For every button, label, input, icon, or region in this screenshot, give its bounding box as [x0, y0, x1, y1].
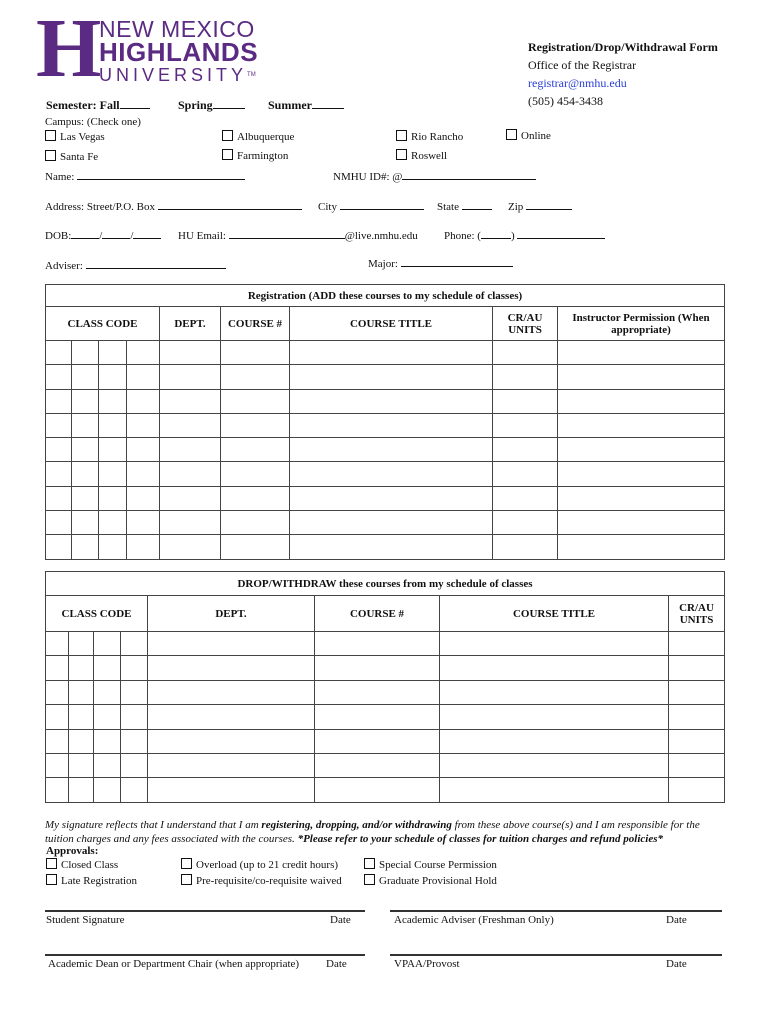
table-cell[interactable] [46, 778, 69, 802]
table-cell[interactable] [558, 462, 725, 486]
checkbox-icon[interactable] [222, 149, 233, 160]
id-input[interactable] [402, 169, 536, 180]
name-input[interactable] [77, 169, 245, 180]
table-cell[interactable] [72, 365, 99, 389]
table-cell[interactable] [493, 486, 558, 510]
logo-line-1: NEW MEXICO [99, 16, 255, 42]
table-cell[interactable] [290, 389, 493, 413]
table-cell[interactable] [69, 778, 94, 802]
vpaa-date-label: Date [666, 958, 687, 970]
table-cell[interactable] [121, 680, 148, 704]
table-cell[interactable] [127, 389, 160, 413]
phone-area[interactable] [481, 228, 511, 239]
table-cell[interactable] [221, 511, 290, 535]
table-cell[interactable] [558, 341, 725, 365]
student-signature-line[interactable] [45, 910, 365, 912]
table-cell[interactable] [669, 729, 725, 753]
state-input[interactable] [462, 199, 492, 210]
table-cell[interactable] [160, 438, 221, 462]
table-cell[interactable] [99, 535, 127, 559]
table-cell[interactable] [221, 438, 290, 462]
table-cell[interactable] [493, 462, 558, 486]
drop-table-title: DROP/WITHDRAW these courses from my schedule of classes [46, 572, 725, 596]
logo-letter: H [36, 2, 100, 95]
adviser-date-label: Date [666, 914, 687, 926]
add-table-title: Registration (ADD these courses to my schedule of classes) [46, 285, 725, 307]
table-cell[interactable] [94, 705, 121, 729]
table-cell[interactable] [160, 341, 221, 365]
table-cell[interactable] [99, 341, 127, 365]
major-input[interactable] [401, 256, 513, 267]
table-cell[interactable] [127, 511, 160, 535]
table-cell[interactable] [127, 486, 160, 510]
campus-rio-rancho[interactable]: Rio Rancho [396, 130, 463, 143]
approvals-label: Approvals: [46, 845, 99, 857]
table-cell[interactable] [221, 365, 290, 389]
header-course-title: COURSE TITLE [290, 307, 493, 341]
table-cell[interactable] [221, 341, 290, 365]
table-cell[interactable] [148, 729, 315, 753]
table-cell[interactable] [99, 486, 127, 510]
zip-field: Zip [508, 199, 572, 213]
header-class-code: CLASS CODE [46, 307, 160, 341]
table-cell[interactable] [558, 365, 725, 389]
table-cell[interactable] [440, 729, 669, 753]
table-cell[interactable] [221, 413, 290, 437]
table-cell[interactable] [558, 438, 725, 462]
table-cell[interactable] [46, 413, 72, 437]
table-cell[interactable] [160, 535, 221, 559]
semester-summer [268, 98, 344, 113]
table-cell[interactable] [121, 778, 148, 802]
table-cell[interactable] [94, 778, 121, 802]
header-course-number: COURSE # [221, 307, 290, 341]
state-field: State [437, 199, 492, 213]
table-cell[interactable] [46, 511, 72, 535]
table-cell[interactable] [94, 680, 121, 704]
table-cell[interactable] [99, 389, 127, 413]
checkbox-icon[interactable] [396, 149, 407, 160]
table-cell[interactable] [46, 680, 69, 704]
approval-special-permission[interactable]: Special Course Permission [364, 858, 497, 871]
table-cell[interactable] [493, 413, 558, 437]
table-cell[interactable] [46, 389, 72, 413]
summer-label: Summer [268, 98, 312, 112]
hu-email-input[interactable] [229, 228, 345, 239]
table-cell[interactable] [148, 632, 315, 656]
city-input[interactable] [340, 199, 424, 210]
table-cell[interactable] [46, 365, 72, 389]
header-instructor-permission: Instructor Permission (When appropriate) [558, 307, 725, 341]
header-course-number: COURSE # [315, 596, 440, 632]
city-field: City [318, 199, 424, 213]
table-cell[interactable] [160, 462, 221, 486]
table-cell[interactable] [315, 705, 440, 729]
approval-closed-class[interactable]: Closed Class [46, 858, 118, 871]
checkbox-icon[interactable] [45, 130, 56, 141]
checkbox-icon[interactable] [45, 150, 56, 161]
adviser-field: Adviser: [45, 258, 226, 272]
table-cell[interactable] [669, 656, 725, 680]
dean-signature-line[interactable] [45, 954, 365, 956]
table-row [46, 753, 725, 777]
spring-blank[interactable] [213, 98, 245, 109]
adviser-signature-label: Academic Adviser (Freshman Only) [394, 914, 554, 926]
table-cell[interactable] [99, 365, 127, 389]
table-cell[interactable] [290, 486, 493, 510]
zip-input[interactable] [526, 199, 572, 210]
header-dept: DEPT. [160, 307, 221, 341]
table-cell[interactable] [221, 486, 290, 510]
table-cell[interactable] [121, 656, 148, 680]
table-cell[interactable] [121, 632, 148, 656]
table-cell[interactable] [94, 632, 121, 656]
campus-online[interactable]: Online [506, 129, 551, 142]
table-cell[interactable] [121, 729, 148, 753]
table-cell[interactable] [69, 705, 94, 729]
adviser-signature-line[interactable] [390, 910, 722, 912]
table-cell[interactable] [94, 729, 121, 753]
table-cell[interactable] [290, 438, 493, 462]
table-cell[interactable] [72, 413, 99, 437]
table-cell[interactable] [221, 535, 290, 559]
checkbox-icon[interactable] [181, 858, 192, 869]
header-units: CR/AU UNITS [493, 307, 558, 341]
table-cell[interactable] [99, 511, 127, 535]
approval-overload[interactable]: Overload (up to 21 credit hours) [181, 858, 338, 871]
table-cell[interactable] [160, 413, 221, 437]
address-field: Address: Street/P.O. Box [45, 199, 302, 213]
table-cell[interactable] [440, 680, 669, 704]
table-cell[interactable] [315, 656, 440, 680]
table-cell[interactable] [46, 632, 69, 656]
table-cell[interactable] [94, 753, 121, 777]
approval-provisional-hold[interactable]: Graduate Provisional Hold [364, 874, 497, 887]
table-cell[interactable] [221, 462, 290, 486]
table-cell[interactable] [46, 656, 69, 680]
table-cell[interactable] [69, 656, 94, 680]
table-cell[interactable] [160, 486, 221, 510]
header-course-title: COURSE TITLE [440, 596, 669, 632]
table-cell[interactable] [148, 680, 315, 704]
table-row [46, 680, 725, 704]
table-row [46, 389, 725, 413]
major-field: Major: [368, 256, 513, 270]
add-courses-table [45, 284, 725, 560]
vpaa-signature-label: VPAA/Provost [394, 958, 460, 970]
table-cell[interactable] [493, 535, 558, 559]
student-date-label: Date [330, 914, 351, 926]
spring-label: Spring [178, 98, 213, 112]
name-field: Name: [45, 169, 245, 183]
table-cell[interactable] [46, 438, 72, 462]
semester-row [46, 98, 150, 113]
table-row [46, 778, 725, 802]
office-name: Office of the Registrar [528, 58, 637, 72]
logo-line-2: HIGHLANDS [99, 37, 259, 67]
dean-date-label: Date [326, 958, 347, 970]
table-cell[interactable] [290, 535, 493, 559]
table-cell[interactable] [148, 705, 315, 729]
campus-las-vegas[interactable]: Las Vegas [45, 130, 105, 143]
checkbox-icon[interactable] [46, 858, 57, 869]
table-cell[interactable] [290, 413, 493, 437]
table-cell[interactable] [72, 438, 99, 462]
table-row [46, 438, 725, 462]
table-cell[interactable] [290, 365, 493, 389]
table-cell[interactable] [127, 462, 160, 486]
table-cell[interactable] [558, 511, 725, 535]
approval-prereq-waived[interactable]: Pre-requisite/co-requisite waived [181, 874, 342, 887]
email-domain: @live.nmhu.edu [344, 230, 418, 242]
table-cell[interactable] [493, 511, 558, 535]
table-cell[interactable] [46, 753, 69, 777]
table-row [46, 413, 725, 437]
signature-statement: My signature reflects that I understand that I am registering, dropping, and/or withdrawing from these above course(s) and I am responsible for the tuition charges and any fees associated with the courses. *Please refer to your schedule of classes for tuition charges and refund policies* [45, 819, 700, 845]
table-cell[interactable] [127, 365, 160, 389]
student-signature-label: Student Signature [46, 914, 125, 926]
table-cell[interactable] [440, 778, 669, 802]
table-cell[interactable] [315, 778, 440, 802]
table-row [46, 729, 725, 753]
adviser-input[interactable] [86, 258, 226, 269]
table-cell[interactable] [72, 389, 99, 413]
table-cell[interactable] [72, 511, 99, 535]
semester-fall-label: Semester: Fall [46, 98, 120, 112]
table-row [46, 341, 725, 365]
checkbox-icon[interactable] [222, 130, 233, 141]
checkbox-icon[interactable] [506, 129, 517, 140]
table-cell[interactable] [148, 656, 315, 680]
table-row [46, 656, 725, 680]
table-cell[interactable] [46, 705, 69, 729]
campus-farmington[interactable]: Farmington [222, 149, 288, 162]
table-cell[interactable] [127, 438, 160, 462]
table-cell[interactable] [493, 438, 558, 462]
table-cell[interactable] [148, 778, 315, 802]
table-row [46, 705, 725, 729]
approval-late-registration[interactable]: Late Registration [46, 874, 137, 887]
table-row [46, 486, 725, 510]
phone-field: Phone: ( ) [444, 228, 605, 242]
summer-blank[interactable] [312, 98, 344, 109]
office-email[interactable]: registrar@nmhu.edu [528, 76, 627, 90]
table-row [46, 511, 725, 535]
table-cell[interactable] [148, 753, 315, 777]
table-cell[interactable] [99, 438, 127, 462]
header-dept: DEPT. [148, 596, 315, 632]
header-class-code: CLASS CODE [46, 596, 148, 632]
table-cell[interactable] [558, 389, 725, 413]
campus-roswell[interactable]: Roswell [396, 149, 447, 162]
office-info [528, 38, 718, 110]
checkbox-icon[interactable] [46, 874, 57, 885]
table-cell[interactable] [669, 705, 725, 729]
dean-signature-label: Academic Dean or Department Chair (when appropriate) [48, 958, 300, 970]
table-cell[interactable] [221, 389, 290, 413]
office-phone: (505) 454-3438 [528, 94, 603, 108]
table-cell[interactable] [72, 535, 99, 559]
table-cell[interactable] [69, 632, 94, 656]
drop-courses-table [45, 571, 725, 803]
table-cell[interactable] [46, 535, 72, 559]
table-cell[interactable] [315, 729, 440, 753]
table-cell[interactable] [558, 413, 725, 437]
table-cell[interactable] [440, 753, 669, 777]
table-cell[interactable] [669, 753, 725, 777]
table-cell[interactable] [315, 632, 440, 656]
table-cell[interactable] [493, 341, 558, 365]
table-cell[interactable] [440, 656, 669, 680]
table-cell[interactable] [46, 462, 72, 486]
table-cell[interactable] [121, 753, 148, 777]
campus-label: Campus: (Check one) [45, 116, 141, 128]
table-row [46, 365, 725, 389]
table-cell[interactable] [315, 680, 440, 704]
campus-albuquerque[interactable]: Albuquerque [222, 130, 294, 143]
table-row [46, 535, 725, 559]
checkbox-icon[interactable] [181, 874, 192, 885]
table-cell[interactable] [290, 511, 493, 535]
vpaa-signature-line[interactable] [390, 954, 722, 956]
table-cell[interactable] [69, 753, 94, 777]
campus-santa-fe[interactable]: Santa Fe [45, 150, 98, 163]
id-field: NMHU ID#: @ [333, 169, 536, 183]
dob-month[interactable] [71, 228, 99, 239]
table-cell[interactable] [290, 341, 493, 365]
semester-spring [178, 98, 245, 113]
fall-blank[interactable] [120, 98, 150, 109]
table-cell[interactable] [69, 680, 94, 704]
table-cell[interactable] [72, 462, 99, 486]
table-cell[interactable] [121, 705, 148, 729]
table-cell[interactable] [290, 462, 493, 486]
table-cell[interactable] [72, 341, 99, 365]
table-row [46, 462, 725, 486]
table-cell[interactable] [669, 632, 725, 656]
table-cell[interactable] [440, 705, 669, 729]
dob-year[interactable] [133, 228, 161, 239]
phone-input[interactable] [517, 228, 605, 239]
table-cell[interactable] [440, 632, 669, 656]
table-cell[interactable] [46, 729, 69, 753]
table-row [46, 632, 725, 656]
table-cell[interactable] [69, 729, 94, 753]
header-units: CR/AU UNITS [669, 596, 725, 632]
form-title: Registration/Drop/Withdrawal Form [528, 40, 718, 54]
logo-line-3: UNIVERSITY™ [99, 65, 256, 85]
table-cell[interactable] [127, 341, 160, 365]
dob-field: DOB: / / [45, 228, 161, 242]
table-cell[interactable] [669, 680, 725, 704]
table-cell[interactable] [558, 535, 725, 559]
address-input[interactable] [158, 199, 302, 210]
table-cell[interactable] [160, 511, 221, 535]
table-cell[interactable] [127, 413, 160, 437]
table-cell[interactable] [46, 341, 72, 365]
table-cell[interactable] [558, 486, 725, 510]
hu-email-field: HU Email: @live.nmhu.edu [178, 230, 418, 242]
table-cell[interactable] [127, 535, 160, 559]
table-cell[interactable] [315, 753, 440, 777]
table-cell[interactable] [493, 365, 558, 389]
table-cell[interactable] [99, 413, 127, 437]
dob-day[interactable] [102, 228, 130, 239]
table-cell[interactable] [99, 462, 127, 486]
checkbox-icon[interactable] [364, 874, 375, 885]
table-cell[interactable] [493, 389, 558, 413]
table-cell[interactable] [46, 486, 72, 510]
table-cell[interactable] [669, 778, 725, 802]
table-cell[interactable] [72, 486, 99, 510]
table-cell[interactable] [160, 365, 221, 389]
table-cell[interactable] [160, 389, 221, 413]
table-cell[interactable] [94, 656, 121, 680]
checkbox-icon[interactable] [364, 858, 375, 869]
checkbox-icon[interactable] [396, 130, 407, 141]
